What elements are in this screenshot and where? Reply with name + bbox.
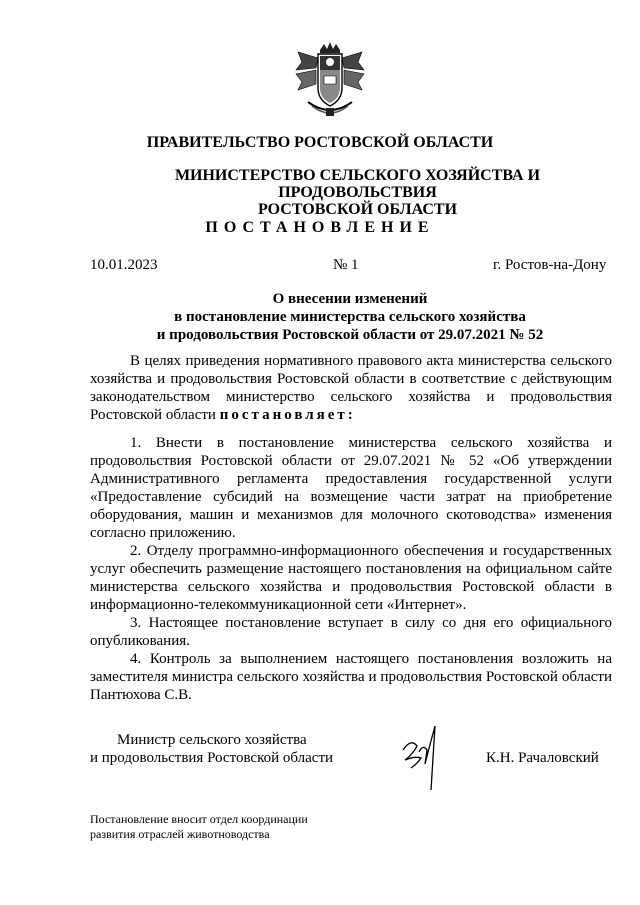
decree-item-1: 1. Внести в постановление министерства сельского хозяйства и продовольствия Ростовской области от 29.07.2021 № 52 «Об утверждении Административного регламента предоставления государственной услуги «Предоставление субсидий на возмещение части затрат на приобретение оборудования, машин и механизмов для молочного скотоводства» изменения согласно приложению. (90, 435, 612, 541)
footer-line2: развития отраслей животноводства (90, 827, 270, 841)
decree-date: 10.01.2023 (90, 257, 158, 273)
handwritten-signature-icon (393, 720, 443, 792)
decree-item-3: 3. Настоящее постановление вступает в силу со дня его официального опубликования. (90, 615, 612, 649)
government-title: ПРАВИТЕЛЬСТВО РОСТОВСКОЙ ОБЛАСТИ (146, 134, 494, 151)
subject-line2: в постановление министерства сельского хозяйства (174, 309, 526, 325)
decree-subject (90, 290, 610, 344)
preamble-paragraph (90, 352, 612, 424)
decree-item-2: 2. Отделу программно-информационного обеспечения и государственных услуг обеспечить размещение настоящего постановления на официальном сайте министерства сельского хозяйства и продовольствия Ростовской области в информационно-телекоммуникационной сети «Интернет». (90, 543, 612, 613)
subject-line3: и продовольствия Ростовской области от 29.07.2021 № 52 (156, 327, 544, 343)
decree-items (90, 434, 612, 704)
decree-number: № 1 (333, 257, 359, 273)
decree-city: г. Ростов-на-Дону (493, 257, 607, 273)
signer-position-line2: и продовольствия Ростовской области (90, 750, 334, 766)
footer-note (90, 812, 308, 842)
document-type: ПОСТАНОВЛЕНИЕ (205, 219, 435, 236)
footer-line1: Постановление вносит отдел координации (90, 812, 308, 826)
ministry-title (105, 167, 610, 218)
signer-name: К.Н. Рачаловский (486, 750, 599, 766)
decree-item-4: 4. Контроль за выполнением настоящего постановления возложить на заместителя министра сельского хозяйства и продовольствия Ростовской области Пантюхова С.В. (90, 651, 612, 703)
ministry-title-line1: МИНИСТЕРСТВО СЕЛЬСКОГО ХОЗЯЙСТВА И ПРОДОВОЛЬСТВИЯ (174, 167, 541, 201)
coat-of-arms-icon (290, 40, 370, 120)
ministry-title-line2: РОСТОВСКОЙ ОБЛАСТИ (257, 201, 458, 218)
signer-position (90, 731, 333, 767)
preamble-text: В целях приведения нормативного правового акта министерства сельского хозяйства и продовольствия Ростовской области в соответствие с действующим законодательством министерство сельского хозяйства и продовольствия Ростовской области (90, 353, 612, 423)
signer-position-line1: Министр сельского хозяйства (117, 732, 307, 748)
subject-line1: О внесении изменений (272, 291, 428, 307)
coat-of-arms-emblem (290, 40, 370, 120)
resolves-word: постановляет: (219, 407, 356, 423)
